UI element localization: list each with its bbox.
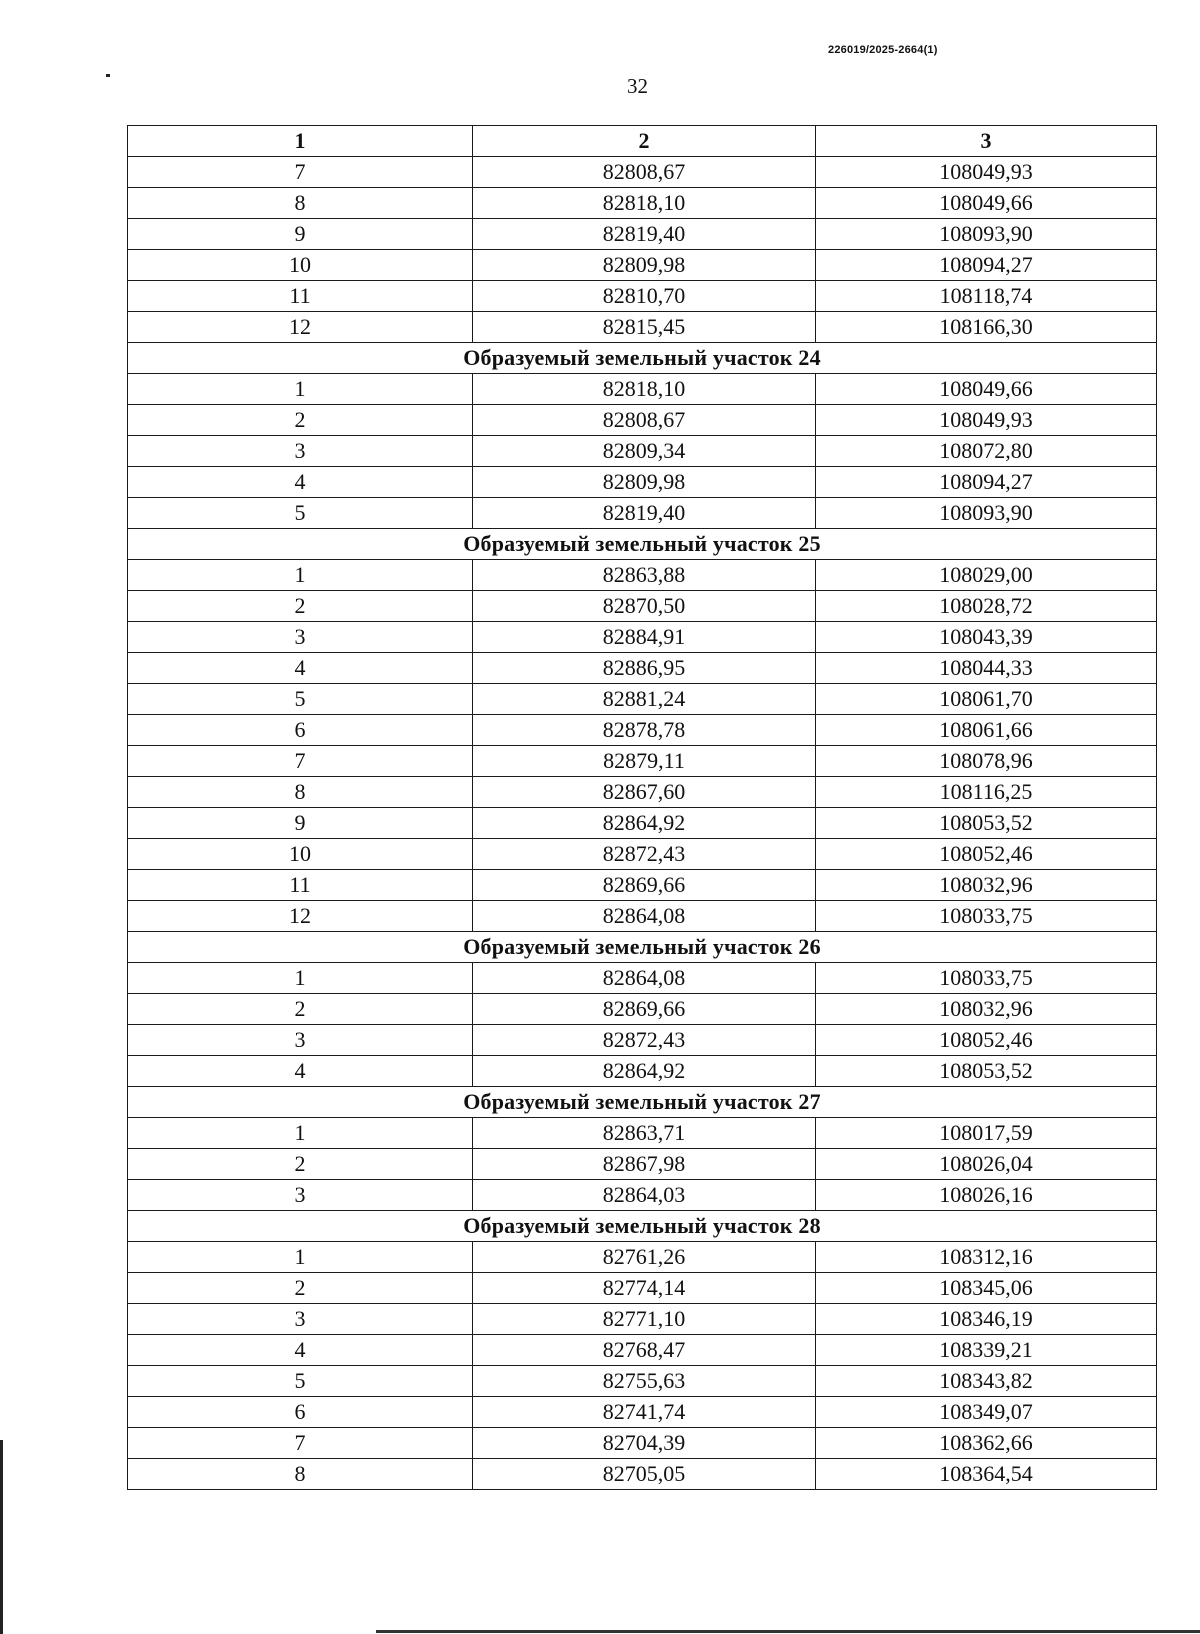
table-row [128, 312, 1157, 343]
coordinate-y-cell: 108049,93 [816, 157, 1157, 188]
table-row [128, 374, 1157, 405]
column-header-1: 1 [128, 126, 473, 157]
table-row [128, 1335, 1157, 1366]
point-number-cell: 2 [128, 591, 473, 622]
table-row [128, 777, 1157, 808]
coordinate-x-cell: 82808,67 [473, 405, 816, 436]
coordinate-y-cell: 108078,96 [816, 746, 1157, 777]
point-number-cell: 6 [128, 715, 473, 746]
table-row [128, 746, 1157, 777]
coordinate-x-cell: 82761,26 [473, 1242, 816, 1273]
section-title: Образуемый земельный участок 27 [128, 1087, 1157, 1118]
table-row [128, 994, 1157, 1025]
coordinate-y-cell: 108053,52 [816, 808, 1157, 839]
point-number-cell: 11 [128, 870, 473, 901]
table-row [128, 1304, 1157, 1335]
coordinate-y-cell: 108166,30 [816, 312, 1157, 343]
coordinate-x-cell: 82755,63 [473, 1366, 816, 1397]
table-row [128, 1180, 1157, 1211]
scan-edge-bottom [376, 1630, 1200, 1633]
table-row [128, 1242, 1157, 1273]
coordinate-x-cell: 82864,92 [473, 1056, 816, 1087]
table-row [128, 405, 1157, 436]
coordinate-y-cell: 108362,66 [816, 1428, 1157, 1459]
point-number-cell: 2 [128, 1273, 473, 1304]
document-id: 226019/2025-2664(1) [828, 44, 938, 56]
table-row [128, 188, 1157, 219]
coordinate-x-cell: 82863,88 [473, 560, 816, 591]
table-row [128, 622, 1157, 653]
column-header-2: 2 [473, 126, 816, 157]
coordinate-x-cell: 82815,45 [473, 312, 816, 343]
coordinate-y-cell: 108044,33 [816, 653, 1157, 684]
coordinate-x-cell: 82870,50 [473, 591, 816, 622]
point-number-cell: 7 [128, 746, 473, 777]
coordinate-y-cell: 108349,07 [816, 1397, 1157, 1428]
section-title: Образуемый земельный участок 26 [128, 932, 1157, 963]
section-title-row [128, 1211, 1157, 1242]
point-number-cell: 7 [128, 157, 473, 188]
coordinate-y-cell: 108043,39 [816, 622, 1157, 653]
coordinate-x-cell: 82704,39 [473, 1428, 816, 1459]
scan-mark [106, 74, 110, 77]
point-number-cell: 7 [128, 1428, 473, 1459]
table-row [128, 1273, 1157, 1304]
coordinate-x-cell: 82818,10 [473, 188, 816, 219]
point-number-cell: 5 [128, 498, 473, 529]
point-number-cell: 3 [128, 1025, 473, 1056]
column-header-3: 3 [816, 126, 1157, 157]
point-number-cell: 4 [128, 467, 473, 498]
coordinate-x-cell: 82872,43 [473, 839, 816, 870]
coordinates-table-body [128, 126, 1157, 1490]
coordinate-x-cell: 82771,10 [473, 1304, 816, 1335]
coordinate-y-cell: 108093,90 [816, 219, 1157, 250]
table-row [128, 1366, 1157, 1397]
coordinate-y-cell: 108093,90 [816, 498, 1157, 529]
coordinate-x-cell: 82884,91 [473, 622, 816, 653]
point-number-cell: 2 [128, 994, 473, 1025]
table-row [128, 1056, 1157, 1087]
point-number-cell: 11 [128, 281, 473, 312]
coordinate-y-cell: 108053,52 [816, 1056, 1157, 1087]
coordinate-x-cell: 82819,40 [473, 498, 816, 529]
coordinate-y-cell: 108343,82 [816, 1366, 1157, 1397]
scan-edge-left [0, 1440, 3, 1634]
table-row [128, 591, 1157, 622]
coordinate-y-cell: 108052,46 [816, 839, 1157, 870]
point-number-cell: 10 [128, 250, 473, 281]
table-row [128, 684, 1157, 715]
coordinate-y-cell: 108049,66 [816, 374, 1157, 405]
point-number-cell: 3 [128, 436, 473, 467]
table-row [128, 436, 1157, 467]
coordinate-x-cell: 82867,60 [473, 777, 816, 808]
point-number-cell: 12 [128, 312, 473, 343]
table-row [128, 560, 1157, 591]
coordinate-x-cell: 82809,34 [473, 436, 816, 467]
coordinate-x-cell: 82768,47 [473, 1335, 816, 1366]
table-row [128, 1428, 1157, 1459]
coordinate-x-cell: 82878,78 [473, 715, 816, 746]
point-number-cell: 6 [128, 1397, 473, 1428]
table-row [128, 219, 1157, 250]
point-number-cell: 1 [128, 560, 473, 591]
point-number-cell: 12 [128, 901, 473, 932]
point-number-cell: 5 [128, 684, 473, 715]
coordinate-y-cell: 108028,72 [816, 591, 1157, 622]
point-number-cell: 5 [128, 1366, 473, 1397]
section-title: Образуемый земельный участок 24 [128, 343, 1157, 374]
coordinate-y-cell: 108061,70 [816, 684, 1157, 715]
point-number-cell: 4 [128, 1335, 473, 1366]
table-row [128, 157, 1157, 188]
coordinate-x-cell: 82864,03 [473, 1180, 816, 1211]
table-row [128, 839, 1157, 870]
coordinate-y-cell: 108116,25 [816, 777, 1157, 808]
section-title-row [128, 1087, 1157, 1118]
coordinate-x-cell: 82879,11 [473, 746, 816, 777]
table-row [128, 653, 1157, 684]
coordinate-x-cell: 82864,92 [473, 808, 816, 839]
coordinate-y-cell: 108118,74 [816, 281, 1157, 312]
coordinate-x-cell: 82869,66 [473, 994, 816, 1025]
table-row [128, 281, 1157, 312]
coordinate-y-cell: 108061,66 [816, 715, 1157, 746]
point-number-cell: 8 [128, 1459, 473, 1490]
coordinate-x-cell: 82869,66 [473, 870, 816, 901]
coordinate-x-cell: 82867,98 [473, 1149, 816, 1180]
coordinate-x-cell: 82808,67 [473, 157, 816, 188]
coordinate-y-cell: 108364,54 [816, 1459, 1157, 1490]
coordinate-x-cell: 82863,71 [473, 1118, 816, 1149]
coordinate-x-cell: 82881,24 [473, 684, 816, 715]
coordinate-x-cell: 82872,43 [473, 1025, 816, 1056]
coordinates-table [127, 125, 1157, 1490]
point-number-cell: 3 [128, 1304, 473, 1335]
point-number-cell: 4 [128, 653, 473, 684]
coordinate-y-cell: 108029,00 [816, 560, 1157, 591]
coordinate-y-cell: 108049,93 [816, 405, 1157, 436]
coordinate-y-cell: 108345,06 [816, 1273, 1157, 1304]
section-title: Образуемый земельный участок 25 [128, 529, 1157, 560]
section-title: Образуемый земельный участок 28 [128, 1211, 1157, 1242]
coordinate-y-cell: 108312,16 [816, 1242, 1157, 1273]
coordinate-y-cell: 108032,96 [816, 994, 1157, 1025]
table-row [128, 467, 1157, 498]
coordinate-y-cell: 108026,04 [816, 1149, 1157, 1180]
coordinate-x-cell: 82774,14 [473, 1273, 816, 1304]
table-header-row [128, 126, 1157, 157]
point-number-cell: 3 [128, 622, 473, 653]
table-row [128, 498, 1157, 529]
point-number-cell: 8 [128, 777, 473, 808]
point-number-cell: 8 [128, 188, 473, 219]
point-number-cell: 1 [128, 963, 473, 994]
point-number-cell: 1 [128, 374, 473, 405]
page-number: 32 [627, 74, 648, 98]
section-title-row [128, 529, 1157, 560]
table-row [128, 901, 1157, 932]
coordinate-y-cell: 108032,96 [816, 870, 1157, 901]
table-row [128, 1118, 1157, 1149]
coordinate-x-cell: 82819,40 [473, 219, 816, 250]
coordinate-x-cell: 82809,98 [473, 250, 816, 281]
coordinate-x-cell: 82886,95 [473, 653, 816, 684]
coordinate-y-cell: 108094,27 [816, 250, 1157, 281]
point-number-cell: 2 [128, 405, 473, 436]
table-row [128, 1149, 1157, 1180]
coordinate-y-cell: 108072,80 [816, 436, 1157, 467]
point-number-cell: 10 [128, 839, 473, 870]
table-row [128, 963, 1157, 994]
point-number-cell: 4 [128, 1056, 473, 1087]
coordinate-x-cell: 82864,08 [473, 901, 816, 932]
table-row [128, 870, 1157, 901]
coordinate-y-cell: 108033,75 [816, 901, 1157, 932]
coordinate-y-cell: 108049,66 [816, 188, 1157, 219]
coordinate-x-cell: 82705,05 [473, 1459, 816, 1490]
table-row [128, 250, 1157, 281]
point-number-cell: 9 [128, 219, 473, 250]
point-number-cell: 1 [128, 1242, 473, 1273]
point-number-cell: 1 [128, 1118, 473, 1149]
coordinate-y-cell: 108339,21 [816, 1335, 1157, 1366]
coordinate-y-cell: 108094,27 [816, 467, 1157, 498]
coordinate-x-cell: 82810,70 [473, 281, 816, 312]
coordinate-y-cell: 108026,16 [816, 1180, 1157, 1211]
table-row [128, 1459, 1157, 1490]
coordinate-y-cell: 108033,75 [816, 963, 1157, 994]
table-row [128, 715, 1157, 746]
coordinate-y-cell: 108346,19 [816, 1304, 1157, 1335]
coordinate-y-cell: 108017,59 [816, 1118, 1157, 1149]
point-number-cell: 2 [128, 1149, 473, 1180]
section-title-row [128, 932, 1157, 963]
table-row [128, 1025, 1157, 1056]
coordinate-y-cell: 108052,46 [816, 1025, 1157, 1056]
section-title-row [128, 343, 1157, 374]
coordinate-x-cell: 82864,08 [473, 963, 816, 994]
point-number-cell: 3 [128, 1180, 473, 1211]
coordinate-x-cell: 82809,98 [473, 467, 816, 498]
coordinate-x-cell: 82741,74 [473, 1397, 816, 1428]
point-number-cell: 9 [128, 808, 473, 839]
coordinate-x-cell: 82818,10 [473, 374, 816, 405]
table-row [128, 808, 1157, 839]
table-row [128, 1397, 1157, 1428]
